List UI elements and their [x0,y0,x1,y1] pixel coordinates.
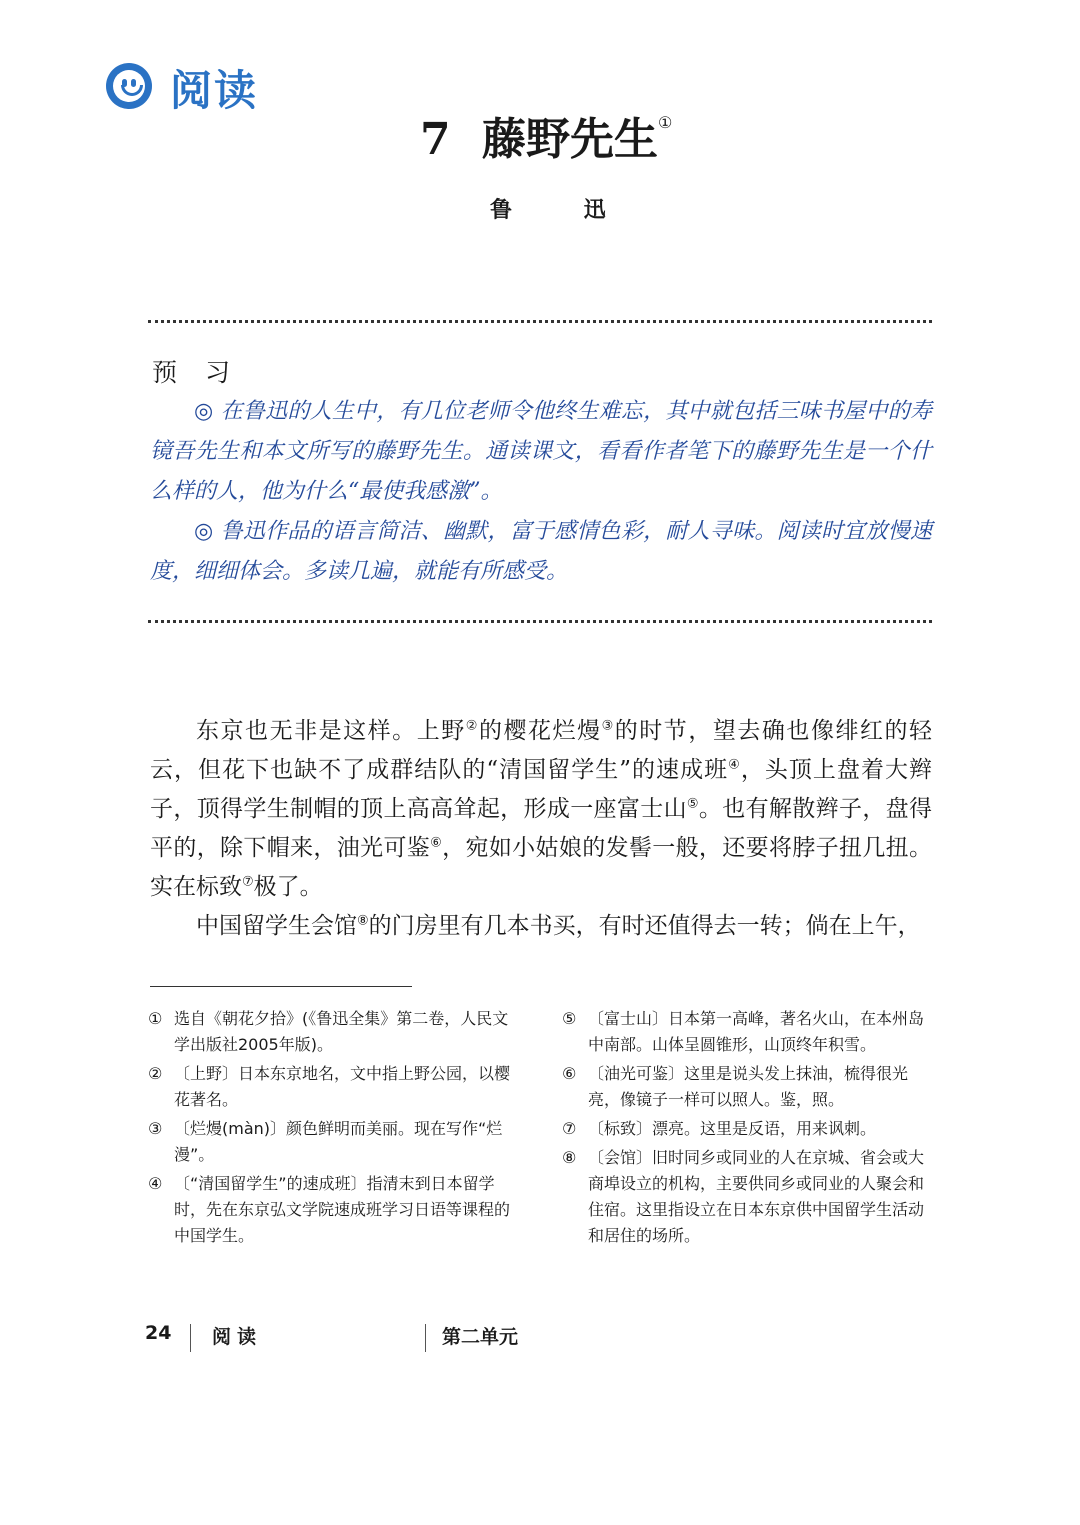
footnote-ref[interactable]: ④ [728,757,741,773]
smiley-icon [106,63,152,109]
footnote: ③ 〔烂熳(màn)〕颜色鲜明而美丽。现在写作“烂漫”。 [148,1119,503,1164]
footer-divider [190,1324,191,1352]
footnote-rule [150,986,412,987]
dotted-divider-top [148,320,932,323]
article-body [150,712,932,946]
title-footnote-mark[interactable]: ① [658,113,673,132]
preview-paragraph-2: ◎ 鲁迅作品的语言简洁、幽默，富于感情色彩，耐人寻味。阅读时宜放慢速度，细细体会。多读几遍，就能有所感受。 [150,519,932,584]
dotted-divider-bottom [148,620,932,623]
footnote-ref[interactable]: ⑤ [686,796,699,812]
lesson-title [420,103,672,167]
footnote: ⑦ 〔标致〕漂亮。这里是反语，用来讽刺。 [562,1119,877,1138]
footnotes-right [562,1006,932,1252]
footnote: ① 选自《朝花夕拾》(《鲁迅全集》第二卷，人民文学出版社2005年版)。 [148,1009,509,1054]
footnote-ref[interactable]: ⑦ [242,874,254,890]
author: 鲁 迅 [490,197,638,223]
preview-text [150,392,932,592]
footnote: ⑥ 〔油光可鉴〕这里是说头发上抹油，梳得很光亮，像镜子一样可以照人。鉴，照。 [562,1064,909,1109]
footnote-ref[interactable]: ③ [601,718,615,734]
page-number: 24 [145,1322,172,1344]
lesson-number: 7 [420,114,451,165]
section-label: 阅读 [170,66,259,115]
footer-unit-label: 第二单元 [442,1326,519,1348]
footnote-ref[interactable]: ⑧ [357,913,369,929]
footer-divider [425,1324,426,1352]
body-paragraph-2: 中国留学生会馆⑧的门房里有几本书买，有时还值得去一转；倘在上午， [196,913,921,939]
preview-paragraph-1: ◎ 在鲁迅的人生中，有几位老师令他终生难忘，其中就包括三味书屋中的寿镜吾先生和本文所写的藤野先生。通读课文，看看作者笔下的藤野先生是一个什么样的人，他为什么“最使我感激”。 [150,399,932,504]
footnote-ref[interactable]: ⑥ [430,835,443,851]
footnote: ⑧ 〔会馆〕旧时同乡或同业的人在京城、省会或大商埠设立的机构，主要供同乡或同业的人聚会和住宿。这里指设立在日本东京供中国留学生活动和居住的场所。 [562,1148,925,1245]
footnote-ref[interactable]: ② [465,718,479,734]
footnote: ⑤ 〔富士山〕日本第一高峰，著名火山，在本州岛中南部。山体呈圆锥形，山顶终年积雪。 [562,1009,925,1054]
footnote: ② 〔上野〕日本东京地名，文中指上野公园，以樱花著名。 [148,1064,511,1109]
footnote: ④ 〔“清国留学生”的速成班〕指清末到日本留学时，先在东京弘文学院速成班学习日语等课程的中国学生。 [148,1174,511,1245]
footnotes-left [148,1006,518,1252]
footer-section-label: 阅读 [212,1326,263,1348]
body-paragraph-1: 东京也无非是这样。上野②的樱花烂熳③的时节，望去确也像绯红的轻云，但花下也缺不了成群结队的“清国留学生”的速成班④，头顶上盘着大辫子，顶得学生制帽的顶上高高耸起，形成一座富士山⑤。也有解散辫子，盘得平的，除下帽来，油光可鉴⑥，宛如小姑娘的发髻一般，还要将脖子扭几扭。实在标致⑦极了。 [150,718,933,900]
lesson-title-text: 藤野先生 [482,114,658,165]
preview-heading: 预 习 [152,358,240,387]
